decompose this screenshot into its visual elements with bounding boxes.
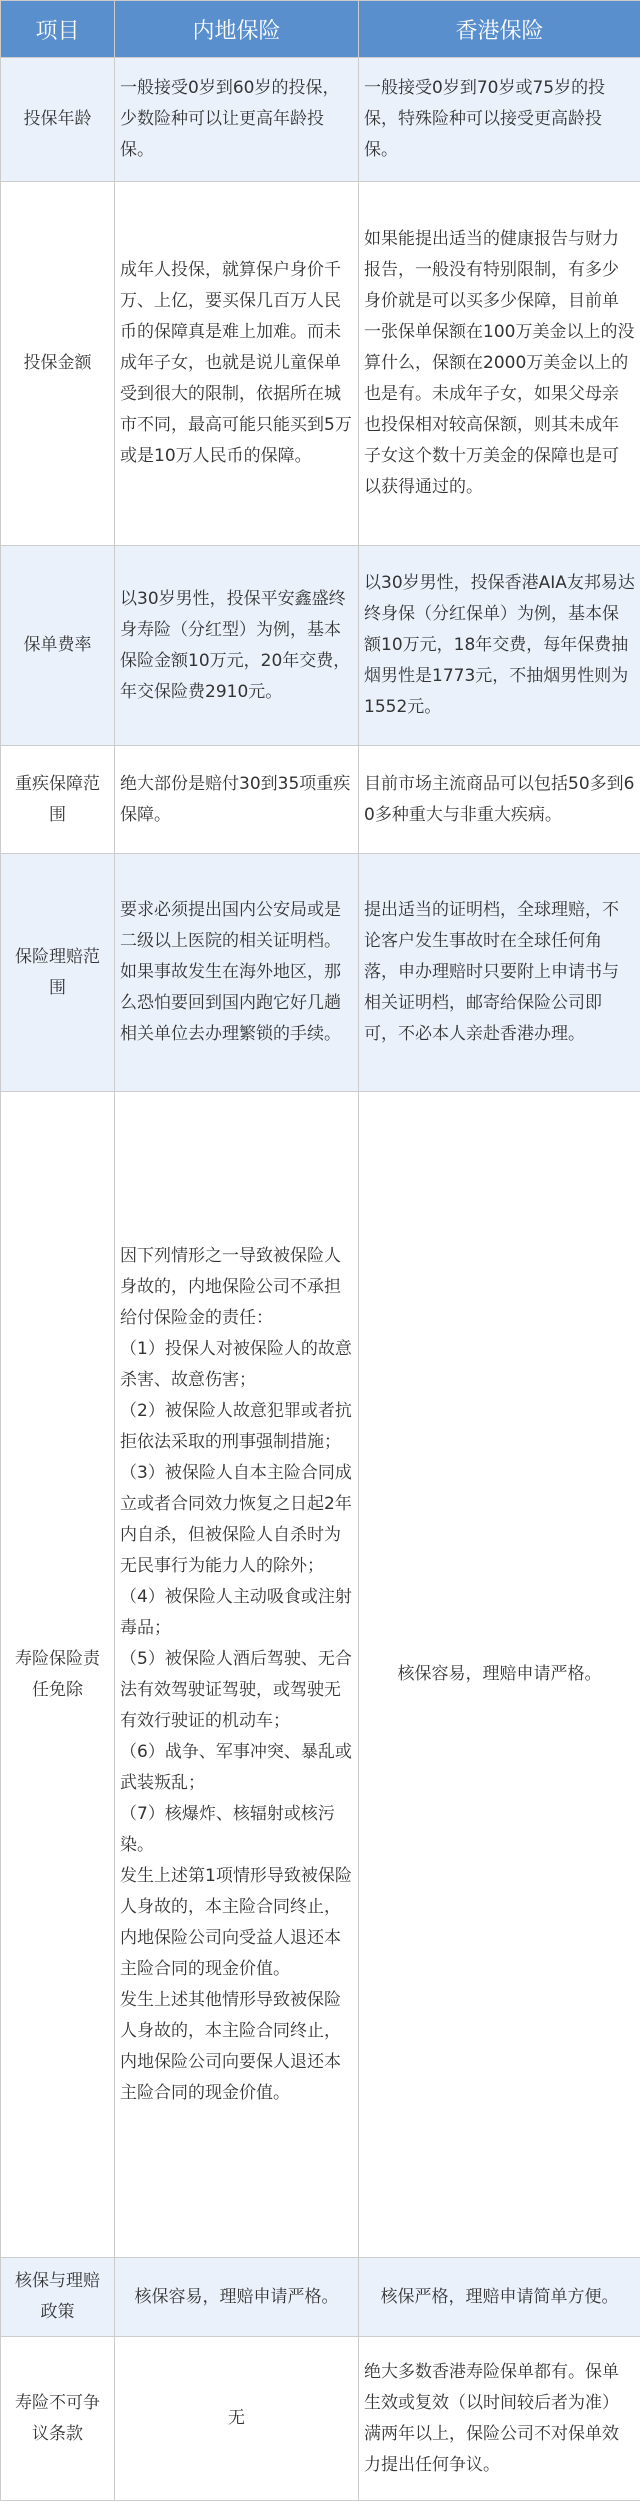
exclusion-paragraph: （4）被保险人主动吸食或注射毒品； (120, 1586, 352, 1638)
table-row (1, 2337, 640, 2501)
exclusion-paragraph: （2）被保险人故意犯罪或者抗拒依法采取的刑事强制措施； (120, 1400, 352, 1452)
row-label: 寿险保险责任免除 (1, 1092, 115, 2258)
header-item: 项目 (1, 1, 115, 58)
hongkong-cell: 目前市场主流商品可以包括50多到60多种重大与非重大疾病。 (359, 746, 640, 854)
mainland-cell: 无 (115, 2337, 359, 2501)
row-label: 重疾保障范围 (1, 746, 115, 854)
table-row (1, 2258, 640, 2337)
table-row (1, 854, 640, 1092)
mainland-cell: 成年人投保，就算保户身价千万、上亿，要买保几百万人民币的保障真是难上加难。而未成年子女，也就是说儿童保单受到很大的限制，依据所在城市不同，最高可能只能买到5万或是10万人民币的保障。 (115, 182, 359, 546)
row-label: 寿险不可争议条款 (1, 2337, 115, 2501)
exclusion-paragraph: （6）战争、军事冲突、暴乱或武装叛乱； (120, 1741, 352, 1793)
exclusion-paragraph: 因下列情形之一导致被保险人身故的，内地保险公司不承担给付保险金的责任： (120, 1245, 341, 1328)
hongkong-cell: 绝大多数香港寿险保单都有。保单生效或复效（以时间较后者为准）满两年以上，保险公司不对保单效力提出任何争议。 (359, 2337, 640, 2501)
row-label: 核保与理赔政策 (1, 2258, 115, 2337)
mainland-cell (115, 1092, 359, 2258)
mainland-cell: 核保容易，理赔申请严格。 (115, 2258, 359, 2337)
mainland-cell: 以30岁男性，投保平安鑫盛终身寿险（分红型）为例，基本保险金额10万元，20年交费，年交保险费2910元。 (115, 546, 359, 746)
header-hongkong: 香港保险 (359, 1, 640, 58)
header-mainland: 内地保险 (115, 1, 359, 58)
exclusion-paragraph: 发生上述第1项情形导致被保险人身故的，本主险合同终止，内地保险公司向受益人退还本主险合同的现金价值。 (120, 1865, 352, 1979)
hongkong-cell: 以30岁男性，投保香港AIA友邦易达终身保（分红保单）为例，基本保额10万元，18年交费，每年保费抽烟男性是1773元，不抽烟男性则为1552元。 (359, 546, 640, 746)
row-label: 保险理赔范围 (1, 854, 115, 1092)
row-label: 保单费率 (1, 546, 115, 746)
exclusion-paragraph: （7）核爆炸、核辐射或核污染。 (120, 1803, 335, 1855)
table-row (1, 746, 640, 854)
exclusion-paragraph: 发生上述其他情形导致被保险人身故的，本主险合同终止，内地保险公司向要保人退还本主险合同的现金价值。 (120, 1989, 341, 2103)
hongkong-cell: 核保严格，理赔申请简单方便。 (359, 2258, 640, 2337)
mainland-cell: 一般接受0岁到60岁的投保，少数险种可以让更高年龄投保。 (115, 58, 359, 182)
exclusion-paragraph: （3）被保险人自本主险合同成立或者合同效力恢复之日起2年内自杀，但被保险人自杀时为无民事行为能力人的除外； (120, 1462, 352, 1576)
row-label: 投保金额 (1, 182, 115, 546)
hongkong-cell: 一般接受0岁到70岁或75岁的投保，特殊险种可以接受更高龄投保。 (359, 58, 640, 182)
table-row (1, 58, 640, 182)
hongkong-cell: 核保容易，理赔申请严格。 (359, 1092, 640, 2258)
mainland-cell: 绝大部份是赔付30到35项重疾保障。 (115, 746, 359, 854)
hongkong-cell: 如果能提出适当的健康报告与财力报告，一般没有特别限制，有多少身价就是可以买多少保障，目前单一张保单保额在100万美金以上的没算什么，保额在2000万美金以上的也是有。未成年子女，如果父母亲也投保相对较高保额，则其未成年子女这个数十万美金的保障也是可以获得通过的。 (359, 182, 640, 546)
row-label: 投保年龄 (1, 58, 115, 182)
table-row (1, 1092, 640, 2258)
hongkong-cell: 提出适当的证明档，全球理赔，不论客户发生事故时在全球任何角落，申办理赔时只要附上申请书与相关证明档，邮寄给保险公司即可，不必本人亲赴香港办理。 (359, 854, 640, 1092)
table-row (1, 546, 640, 746)
table-row (1, 182, 640, 546)
table-header-row (1, 1, 640, 58)
mainland-cell: 要求必须提出国内公安局或是二级以上医院的相关证明档。如果事故发生在海外地区，那么恐怕要回到国内跑它好几趟相关单位去办理繁锁的手续。 (115, 854, 359, 1092)
exclusion-paragraph: （5）被保险人酒后驾驶、无合法有效驾驶证驾驶，或驾驶无有效行驶证的机动车； (120, 1648, 352, 1731)
exclusion-paragraph: （1）投保人对被保险人的故意杀害、故意伤害； (120, 1338, 352, 1390)
